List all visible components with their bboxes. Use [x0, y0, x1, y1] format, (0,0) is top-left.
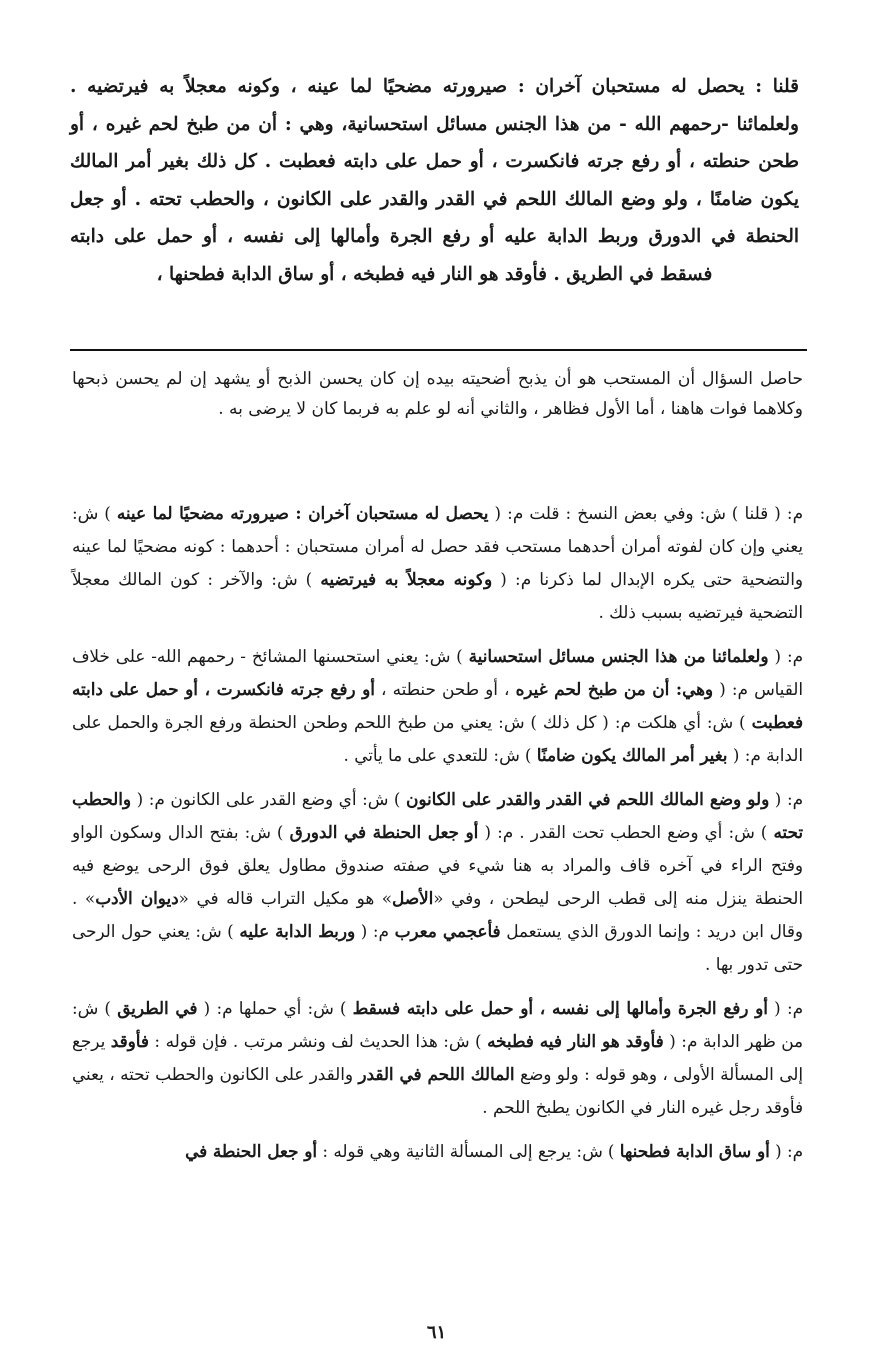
main-text-block: [70, 68, 799, 294]
quoted-text: في الطريق: [117, 998, 198, 1018]
footnote-block: [72, 364, 803, 424]
commentary-paragraph: [72, 497, 803, 629]
quoted-text: ولعلمائنا من هذا الجنس مسائل استحسانية: [468, 646, 769, 666]
commentary-block: [72, 497, 803, 1179]
quoted-text: وربط الدابة عليه: [239, 921, 356, 941]
commentary-paragraph: [72, 783, 803, 981]
commentary-text: » . وقال ابن دريد : وإنما الدورق الذي يستعمل: [72, 888, 804, 941]
quoted-text: أو ساق الدابة فطحنها: [619, 1141, 770, 1161]
commentary-paragraph: [72, 992, 803, 1124]
quoted-text: ولو وضع المالك اللحم في القدر والقدر على الكانون: [406, 789, 770, 809]
commentary-text: م: (: [355, 921, 395, 941]
quoted-text: وهي: أن من طبخ لحم غيره: [515, 679, 714, 699]
quoted-text: أو رفع الجرة وأمالها إلى نفسه ، أو حمل على دابته فسقط: [352, 998, 768, 1018]
page-number: ٦١: [426, 1322, 447, 1343]
quoted-text: المالك اللحم في القدر: [358, 1064, 515, 1084]
commentary-paragraph: [72, 640, 803, 772]
quoted-text: الأصل: [392, 888, 434, 908]
commentary-text: يرجع إلى المسألة الأولى ، وهو قوله : ولو وضع: [72, 1031, 804, 1084]
commentary-text: ) ش: هذا الحديث لف ونشر مرتب . فإن قوله :: [148, 1031, 482, 1051]
footnote-text: حاصل السؤال أن المستحب هو أن يذبح أضحيته بيده إن كان يحسن الذبح أو يشهد إن لم يحسن ذبحها وكلاهما فوات هاهنا ، أما الأول فظاهر ، والثاني أنه لو علم به فربما كان لا يرضى به .: [72, 369, 803, 419]
commentary-text: ) ش: من ظهر الدابة م: (: [72, 998, 803, 1051]
quoted-text: أو رفع جرته فانكسرت ، أو حمل على دابته فعطبت: [72, 679, 803, 732]
quoted-text: والحطب تحته: [72, 789, 804, 842]
commentary-text: ) ش: بفتح الدال وسكون الواو وفتح الراء في آخره قاف والمراد به هنا شيء في صفته صندوق مطاول يعلق فوق الرحى يوضع فيه الحنطة ينزل منه إلى قطب الرحى ليطحن ، وفي «: [72, 822, 803, 908]
commentary-text: ) ش: يعني حول الرحى حتى تدور بها .: [72, 921, 803, 974]
commentary-text: م: (: [769, 1141, 803, 1161]
main-text: قلنا : يحصل له مستحبان آخران : صيرورته مضحيًا لما عينه ، وكونه معجلاً به فيرتضيه . ولعلمائنا -رحمهم الله - من هذا الجنس مسائل استحسانية، وهي : أن من طبخ لحم غيره ، أو طحن حنطته ، أو رفع جرته فانكسرت ، أو حمل على دابته فعطبت . كل ذلك بغير أمر المالك يكون ضامنًا ، ولو وضع المالك اللحم في القدر والقدر على الكانون ، والحطب تحته . أو جعل الحنطة في الدورق وربط الدابة عليه أو رفع الجرة وأمالها إلى نفسه ، أو حمل على دابته فسقط في الطريق . فأوقد هو النار فيه فطبخه ، أو ساق الدابة فطحنها ،: [70, 76, 799, 285]
commentary-text: م: (: [768, 646, 804, 666]
commentary-text: » هو مكيل التراب قاله في «: [178, 888, 393, 908]
quoted-text: وكونه معجلاً به فيرتضيه: [320, 569, 493, 589]
quoted-text: فأوقد هو النار فيه فطبخه: [487, 1031, 664, 1051]
commentary-text: م: (: [767, 998, 803, 1018]
commentary-text: ) ش: يعني وإن كان لفوته أمران أحدهما مستحب فقد حصل له أمران مستحبان : أحدهما : كونه مضحيًا لما عينه والتضحية حتى يكره الإبدال لما ذكرنا م: (: [72, 503, 803, 589]
quoted-text: يحصل له مستحبان آخران : صيرورته مضحيًا لما عينه: [116, 503, 489, 523]
commentary-text: ) ش: والآخر : كون المالك معجلاً التضحية فيرتضيه بسبب ذلك .: [72, 569, 803, 622]
commentary-text: ) ش: يعني استحسنها المشائخ - رحمهم الله- على خلاف القياس م: (: [72, 646, 804, 699]
quoted-text: فأعجمي معرب: [394, 921, 501, 941]
commentary-text: ) ش: يرجع إلى المسألة الثانية وهي قوله :: [317, 1141, 615, 1161]
commentary-text: م: ( قلنا ) ش: وفي بعض النسخ : قلت م: (: [488, 503, 803, 523]
commentary-text: م: (: [769, 789, 803, 809]
commentary-text: ) ش: أي هلكت م: ( كل ذلك ) ش: يعني من طبخ اللحم وطحن الحنطة ورفع الجرة والحمل على الدابة م: (: [72, 712, 803, 765]
separator-rule: [70, 349, 807, 351]
quoted-text: أو جعل الحنطة في الدورق: [289, 822, 479, 842]
commentary-text: والقدر على الكانون والحطب تحته ، يعني فأوقد رجل غيره النار في الكانون يطبخ اللحم .: [72, 1064, 803, 1117]
quoted-text: ديوان الأدب: [95, 888, 179, 908]
commentary-text: ) ش: أي حملها م: (: [197, 998, 347, 1018]
commentary-paragraph: [72, 1135, 803, 1168]
quoted-text: فأوقد: [110, 1031, 149, 1051]
quoted-text: بغير أمر المالك يكون ضامنًا: [536, 745, 728, 765]
commentary-text: ) ش: للتعدي على ما يأتي .: [343, 745, 532, 765]
commentary-text: ) ش: أي وضع القدر على الكانون م: (: [130, 789, 401, 809]
commentary-text: ) ش: أي وضع الحطب تحت القدر . م: (: [478, 822, 768, 842]
commentary-text: ، أو طحن حنطته ،: [374, 679, 510, 699]
quoted-text: أو جعل الحنطة في: [185, 1141, 317, 1161]
